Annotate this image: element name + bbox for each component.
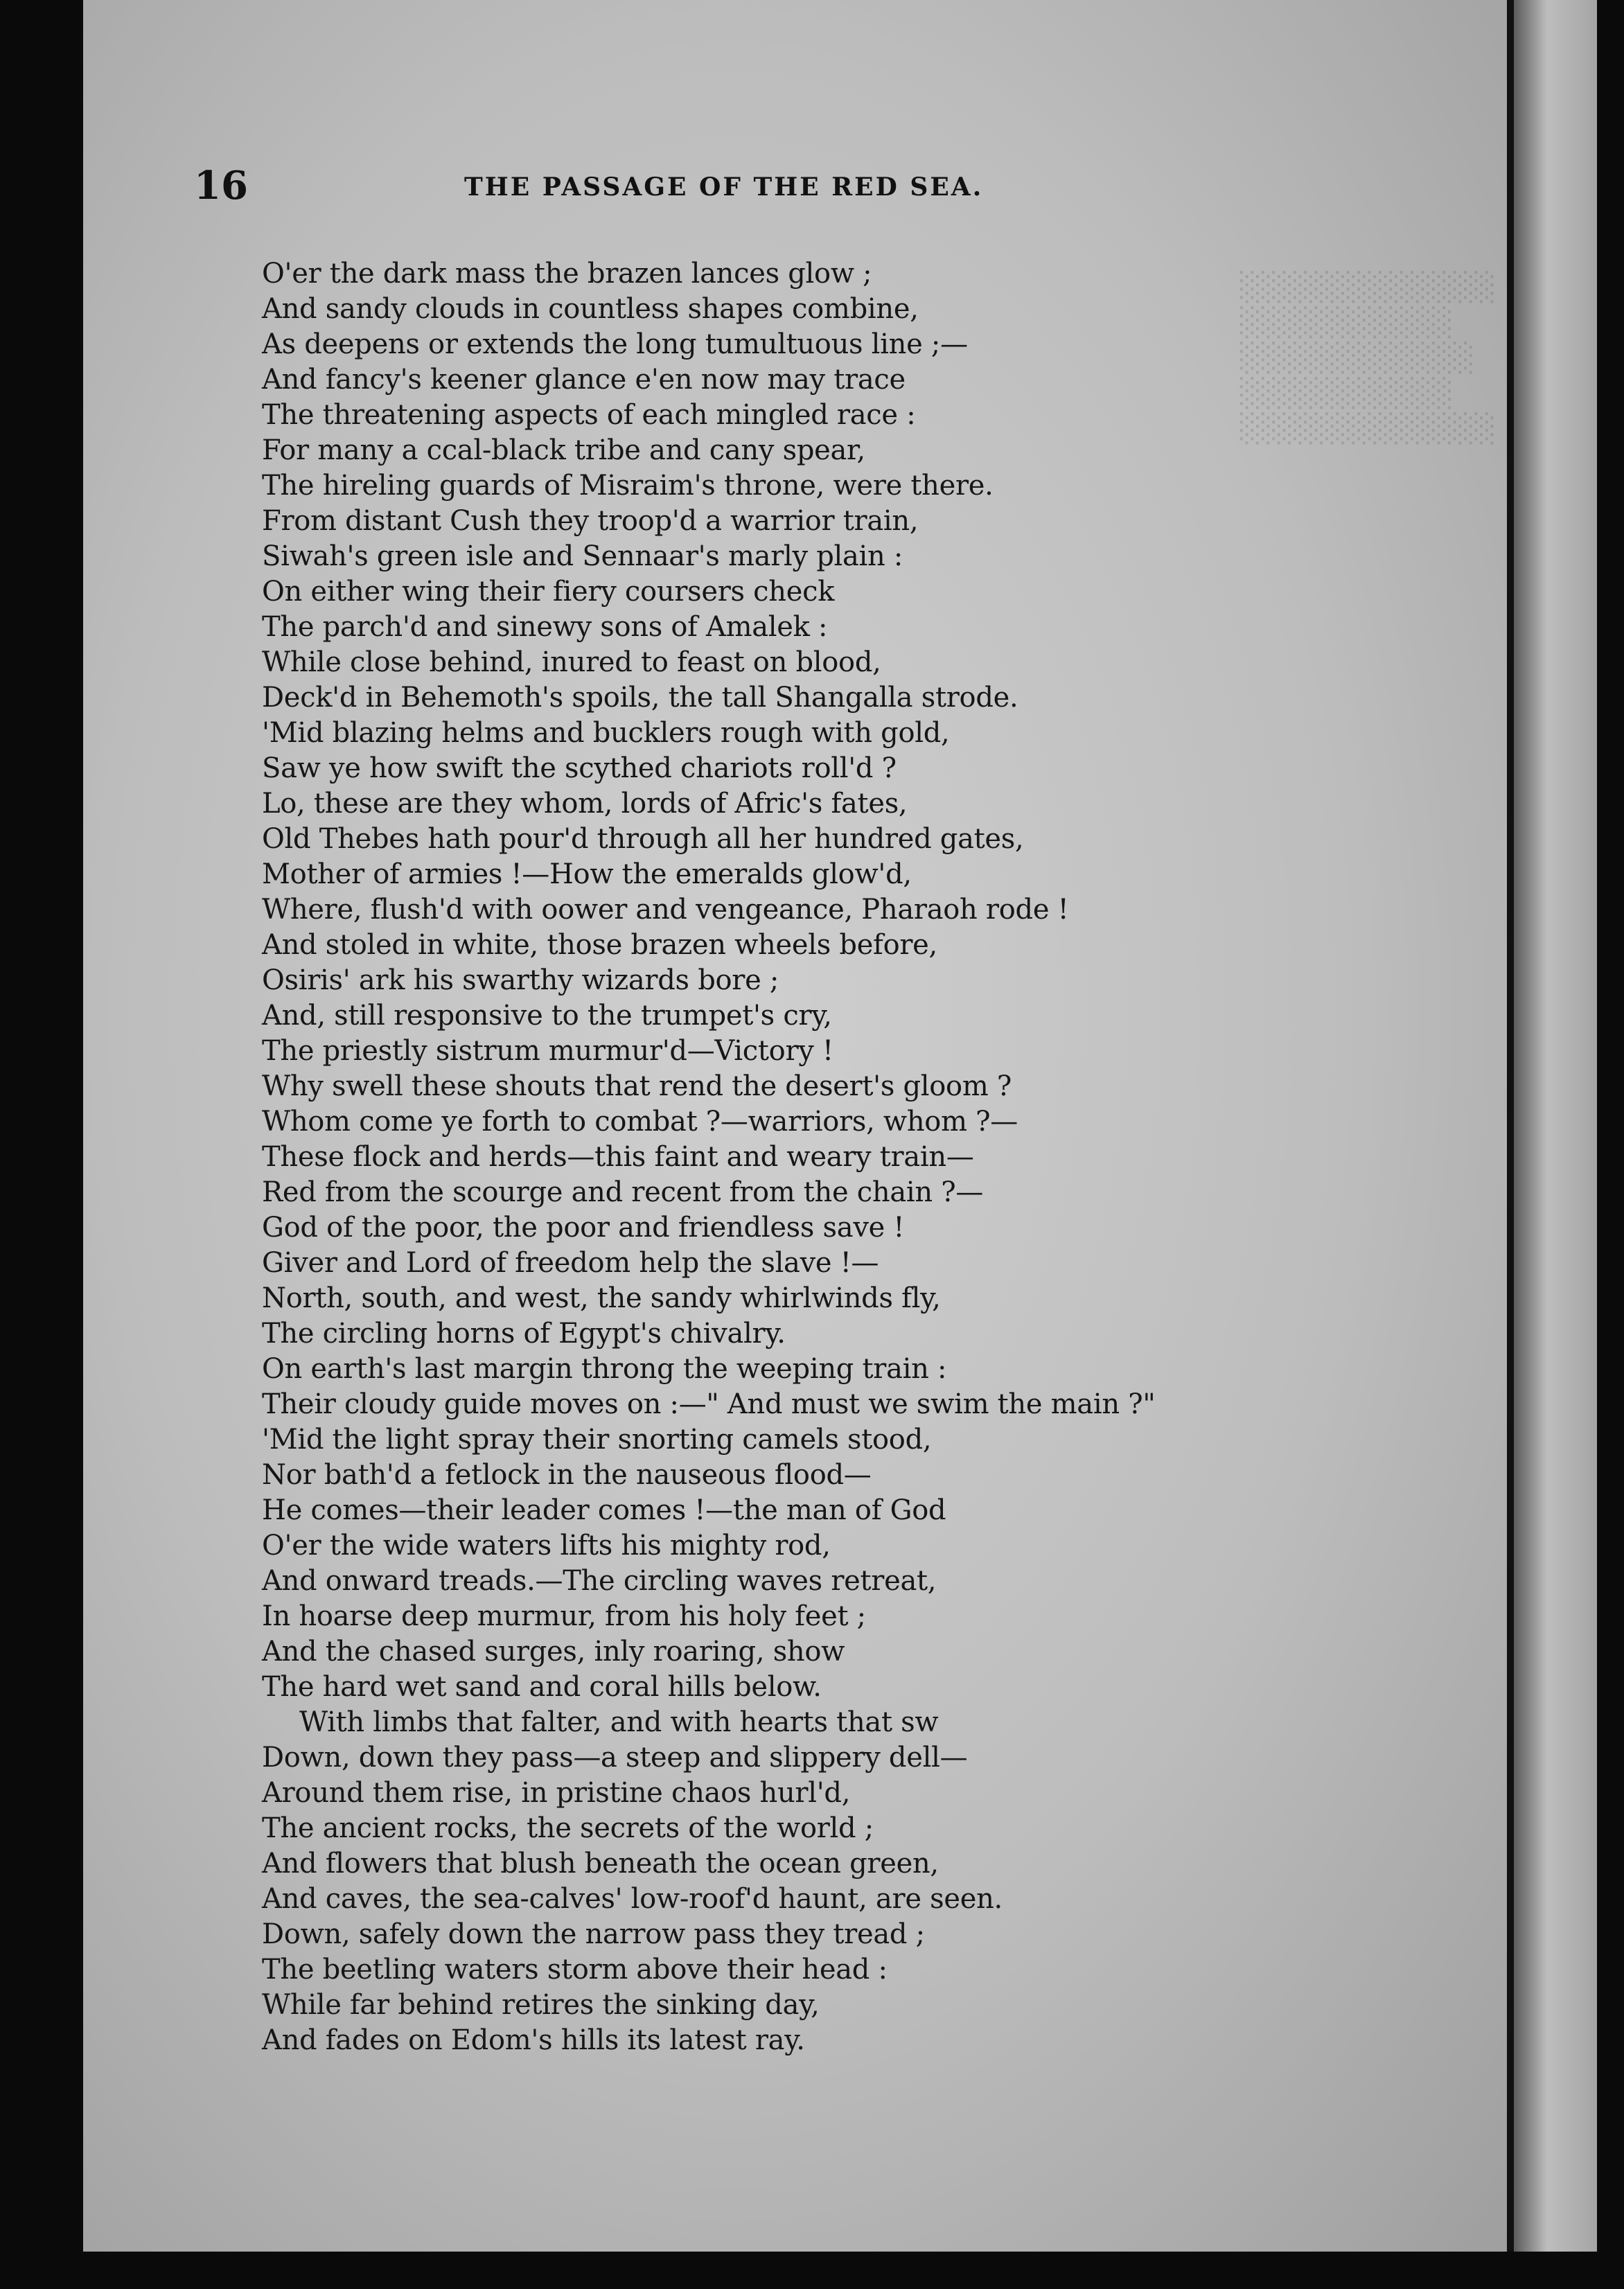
poem-line: The threatening aspects of each mingled race : [262,399,916,431]
poem-line: Siwah's green isle and Sennaar's marly plain : [262,540,903,572]
poem-line: And flowers that blush beneath the ocean green, [262,1848,939,1880]
poem-line: Nor bath'd a fetlock in the nauseous flood— [262,1459,872,1491]
poem-line: For many a ccal-black tribe and cany spear, [262,434,865,466]
poem-line: Why swell these shouts that rend the desert's gloom ? [262,1070,1012,1102]
poem-line: On either wing their fiery coursers check [262,576,835,608]
poem-line: And the chased surges, inly roaring, show [262,1636,845,1668]
poem-text [262,256,1301,2058]
poem-line: Where, flush'd with oower and vengeance, Pharaoh rode ! [262,894,1069,926]
poem-line: The ancient rocks, the secrets of the world ; [262,1812,874,1844]
poem-line: And stoled in white, those brazen wheels before, [262,929,937,961]
poem-line: Around them rise, in pristine chaos hurl'd, [262,1777,851,1809]
poem-line: In hoarse deep murmur, from his holy feet ; [262,1600,866,1632]
poem-line: And sandy clouds in countless shapes combine, [262,293,919,325]
poem-line: On earth's last margin throng the weeping train : [262,1353,947,1385]
poem-line: O'er the wide waters lifts his mighty rod, [262,1530,831,1562]
poem-line: He comes—their leader comes !—the man of God [262,1494,946,1526]
poem-line: Their cloudy guide moves on :—" And must we swim the main ?" [262,1388,1156,1420]
poem-line: Red from the scourge and recent from the chain ?— [262,1176,984,1208]
poem-line: Mother of armies !—How the emeralds glow'd, [262,858,912,890]
poem-line: And caves, the sea-calves' low-roof'd haunt, are seen. [262,1883,1003,1915]
poem-line: The hard wet sand and coral hills below. [262,1671,822,1703]
poem-line: The parch'd and sinewy sons of Amalek : [262,611,828,643]
poem-line: From distant Cush they troop'd a warrior train, [262,505,919,537]
poem-line: The hireling guards of Misraim's throne, were there. [262,470,994,502]
poem-line: And onward treads.—The circling waves retreat, [262,1565,937,1597]
poem-line: Down, safely down the narrow pass they tread ; [262,1918,925,1950]
poem-line: Whom come ye forth to combat ?—warriors, whom ?— [262,1106,1018,1138]
poem-line: Deck'd in Behemoth's spoils, the tall Shangalla strode. [262,682,1018,714]
poem-line: North, south, and west, the sandy whirlwinds fly, [262,1282,941,1314]
poem-line: With limbs that falter, and with hearts that sw [299,1706,939,1738]
poem-line: Old Thebes hath pour'd through all her hundred gates, [262,823,1024,855]
running-head [194,163,1497,211]
poem-line: As deepens or extends the long tumultuous line ;— [262,328,968,360]
poem-line: While close behind, inured to feast on blood, [262,646,881,678]
poem-line: The priestly sistrum murmur'd—Victory ! [262,1035,833,1067]
poem-line: God of the poor, the poor and friendless save ! [262,1212,905,1244]
poem-line: Saw ye how swift the scythed chariots roll'd ? [262,752,897,784]
poem-line: Down, down they pass—a steep and slippery dell— [262,1742,968,1774]
poem-line: Giver and Lord of freedom help the slave !— [262,1247,879,1279]
poem-line: And fancy's keener glance e'en now may trace [262,364,906,396]
poem-line: 'Mid the light spray their snorting camels stood, [262,1424,932,1456]
poem-line: 'Mid blazing helms and bucklers rough with gold, [262,717,950,749]
page-number: 16 [194,163,248,209]
poem-line: The beetling waters storm above their head : [262,1954,888,1986]
poem-line: While far behind retires the sinking day, [262,1989,820,2021]
poem-line: O'er the dark mass the brazen lances glow ; [262,258,872,290]
poem-line: These flock and herds—this faint and weary train— [262,1141,974,1173]
bleed-through-text: ░░░░░░░░░░░░ ░░░░░░░░░░ ░░░░░░░░░░░ ░░░░░░░░░░ ░░░░░░░░░░░░ [1240,272,1497,445]
poem-line: The circling horns of Egypt's chivalry. [262,1318,786,1350]
running-title: THE PASSAGE OF THE RED SEA. [464,173,984,202]
facing-page-edge [1514,0,1597,2252]
poem-line: And, still responsive to the trumpet's cry, [262,1000,832,1032]
poem-line: Lo, these are they whom, lords of Afric's fates, [262,788,908,820]
poem-line: And fades on Edom's hills its latest ray. [262,2024,805,2056]
book-spine [1507,0,1514,2252]
poem-line: Osiris' ark his swarthy wizards bore ; [262,964,779,996]
